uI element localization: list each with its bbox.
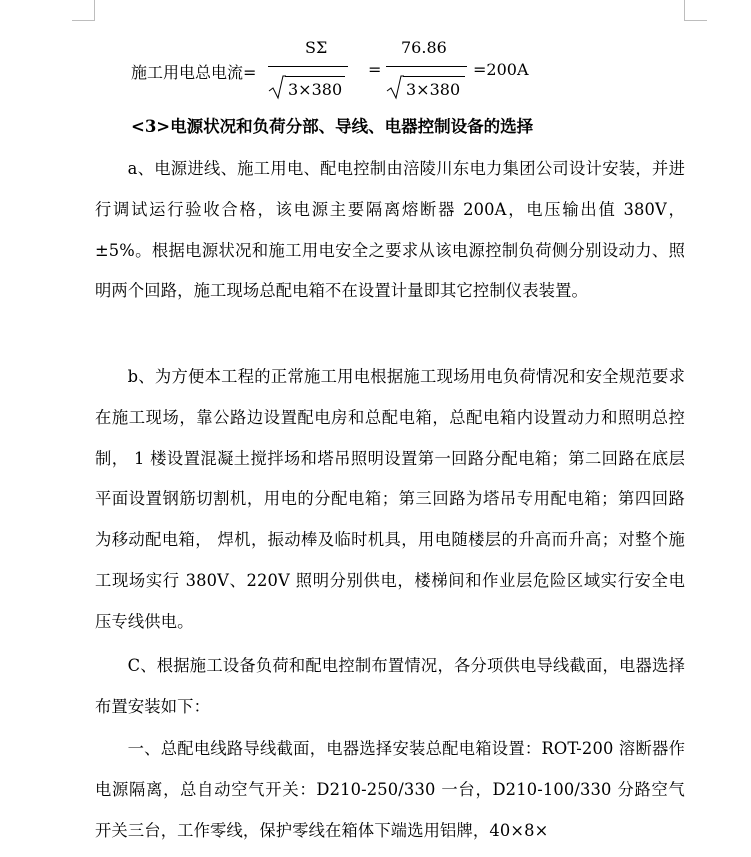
sqrt-sign-1 bbox=[268, 74, 286, 100]
paragraph-one: 一、总配电线路导线截面，电器选择安装总配电箱设置：ROT-200 溶断器作电源隔离，总自动空气开关：D210-250/330 一台，D210-100/330 分路空气开关三台，工作零线，保护零线在箱体下端选用铝牌，40×8× bbox=[95, 739, 685, 840]
sqrt-bar-1 bbox=[285, 76, 345, 77]
formula-numerator-1: SΣ bbox=[305, 38, 328, 57]
formula-denominator-2: 3×380 bbox=[406, 80, 461, 99]
fraction-bar-1 bbox=[268, 66, 348, 67]
sqrt-sign-2 bbox=[386, 74, 404, 100]
current-formula bbox=[0, 0, 751, 110]
formula-numerator-2: 76.86 bbox=[401, 38, 447, 57]
section-heading: <3>电源状况和负荷分部、导线、电器控制设备的选择 bbox=[131, 117, 534, 136]
formula-lhs: 施工用电总电流= bbox=[131, 63, 257, 82]
fraction-bar-2 bbox=[386, 66, 467, 67]
sqrt-bar-2 bbox=[403, 76, 465, 77]
formula-denominator-1: 3×380 bbox=[288, 80, 343, 99]
paragraph-c: C、根据施工设备负荷和配电控制布置情况，各分项供电导线截面，电器选择布置安装如下： bbox=[95, 656, 685, 716]
formula-equals: = bbox=[368, 60, 382, 79]
paragraph-b: b、为方便本工程的正常施工用电根据施工现场用电负荷情况和安全规范要求在施工现场，靠公路边设置配电房和总配电箱，总配电箱内设置动力和照明总控制， 1 楼设置混凝土搅拌场和塔吊照明设置第一回路分配电箱；第二回路在底层平面设置钢筋切割机，用电的分配电箱；第三回路为塔吊专用配电箱；第四回路为移动配电箱， 焊机，振动棒及临时机具，用电随楼层的升高而升高；对整个施工现场实行 380V、220V 照明分别供电，楼梯间和作业层危险区域实行安全电压专线供电。 bbox=[95, 367, 685, 631]
formula-result: =200A bbox=[473, 60, 529, 79]
paragraph-a: a、电源进线、施工用电、配电控制由涪陵川东电力集团公司设计安装，并进行调试运行验收合格，该电源主要隔离熔断器 200A，电压输出值 380V，±5%。根据电源状况和施工用电安全之要求从该电源控制负荷侧分别设动力、照明两个回路，施工现场总配电箱不在设置计量即其它控制仪表装置。 bbox=[95, 159, 685, 301]
